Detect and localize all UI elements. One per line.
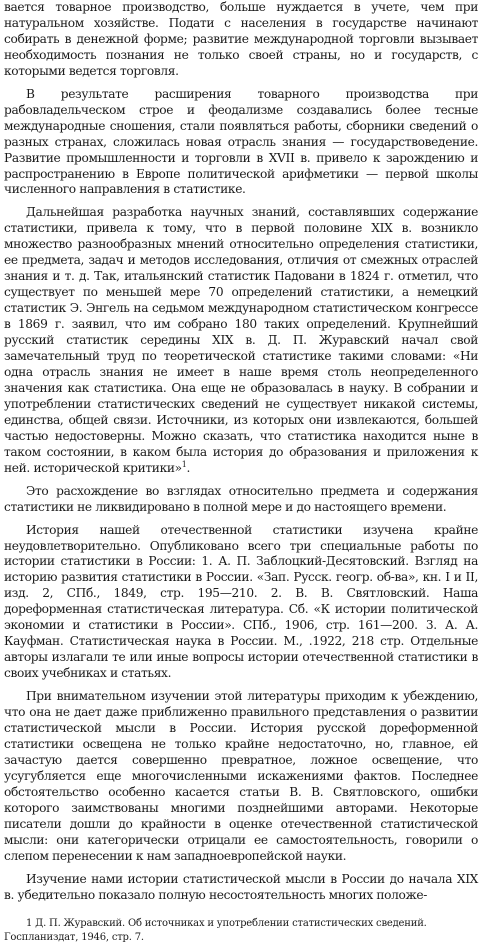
footnote-reference: 1 — [181, 459, 187, 469]
paragraph-7: Изучение нами истории статистической мысли в России до начала XIX в. убедительно показало полную несостоятельность многих положе- — [4, 871, 478, 902]
footnote-text: Д. П. Журавский. Об источниках и употреблении статистических сведений. — [35, 918, 427, 930]
paragraph-4: Это расхождение во взглядах относительно предмета и содержания статистики не ликвидировано в полной мере и до настоящего времени. — [4, 483, 478, 514]
footnote-line-2: Госпланиздат, 1946, стр. 7. — [4, 932, 144, 944]
paragraph-6: При внимательном изучении этой литературы приходим к убеждению, что она не дает даже приближенно правильного представления о развитии статистической мысли в России. История русской дореформенной статистики освещена не только крайне недостаточно, но, главное, ей зачастую дается совершенно превратное, ложное освещение, что усугубляется еще многочисленными искажениями фактов. Последнее обстоятельство особенно касается статьи В. В. Святловского, ошибки которого заимствованы многими позднейшими авторами. Некоторые писатели дошли до крайности в оценке отечественной статистической мысли: они категорически отрицали ее самостоятельность, говорили о слепом перенесении к нам западноевропейской науки. — [4, 689, 478, 863]
paragraph-1: вается товарное производство, больше нуждается в учете, чем при натуральном хозяйстве. Подати с населения в государстве начинают собирать в денежной форме; развитие международной торговли вызывает необходимость познания не только своей страны, но и государств, с которыми ведется торговля. — [4, 0, 478, 78]
footnote-number: 1 — [26, 918, 33, 930]
footnote-line-1 — [4, 917, 478, 931]
paragraph-3-text: Дальнейшая разработка научных знаний, составлявших содержание статистики, привела к тому, что в первой половине XIX в. возникло множество разнообразных мнений относительно определения статистики, ее предмета, задач и методов исследования, отличия от смежных отраслей знания и т. д. Так, итальянский статистик Падовани в 1824 г. отметил, что существует по меньшей мере 70 определений статистики, а немецкий статистик Э. Энгель на седьмом международном статистическом конгрессе в 1869 г. заявил, что им собрано 180 таких определений. Крупнейший русский статистик середины XIX в. Д. П. Журавский начал свой замечательный труд по теоретической статистике такими словами: «Ни одна отрасль знания не имеет в наше время столь неопределенного значения как статистика. Она еще не образовалась в науку. В собрании и употреблении статистических сведений не существует никакой системы, единства, общей связи. Источники, из которых они извлекаются, большей частью недостоверны. Можно сказать, что статистика находится ныне в таком состоянии, в каком была история до образования и приложения к ней. исторической критики» — [4, 205, 478, 475]
paragraph-3: Дальнейшая разработка научных знаний, составлявших содержание статистики, привела к тому, что в первой половине XIX в. возникло множество разнообразных мнений относительно определения статистики, ее предмета, задач и методов исследования, отличия от смежных отраслей знания и т. д. Так, итальянский статистик Падовани в 1824 г. отметил, что существует по меньшей мере 70 определений статистики, а немецкий статистик Э. Энгель на седьмом международном статистическом конгрессе в 1869 г. заявил, что им собрано 180 таких определений. Крупнейший русский статистик середины XIX в. Д. П. Журавский начал свой замечательный труд по теоретической статистике такими словами: «Ни одна отрасль знания не имеет в наше время столь неопределенного значения как статистика. Она еще не образовалась в науку. В собрании и употреблении статистических сведений не существует никакой системы, единства, общей связи. Источники, из которых они извлекаются, большей частью недостоверны. Можно сказать, что статистика находится ныне в таком состоянии, в каком была история до образования и приложения к ней. исторической критики»$^1$. — [4, 205, 478, 475]
paragraph-5: История нашей отечественной статистики изучена крайне неудовлетворительно. Опубликовано всего три специальные работы по истории статистики в России: 1. А. П. Заблоцкий-Десятовский. Взгляд на историю развития статистики в России. «Зап. Русск. геогр. об-ва», кн. I и II, изд. 2, СПб., 1849, стр. 195—210. 2. В. В. Святловский. Наша дореформенная статистическая литература. Сб. «К истории политической экономии и статистики в России». СПб., 1906, стр. 161—200. 3. А. А. Кауфман. Статистическая наука в России. М., .1922, 218 стр. Отдельные авторы излагали те или иные вопросы истории отечественной статистики в своих учебниках и статьях. — [4, 522, 478, 681]
paragraph-2: В результате расширения товарного производства при рабовладельческом строе и феодализме создавались более тесные международные сношения, стали появляться работы, сборники сведений о разных странах, сложилась новая отрасль знания — государствоведение. Развитие промышленности и торговли в XVII в. привело к зарождению и распространению в Европе политической арифметики — первой школы численного направления в статистике. — [4, 86, 478, 197]
